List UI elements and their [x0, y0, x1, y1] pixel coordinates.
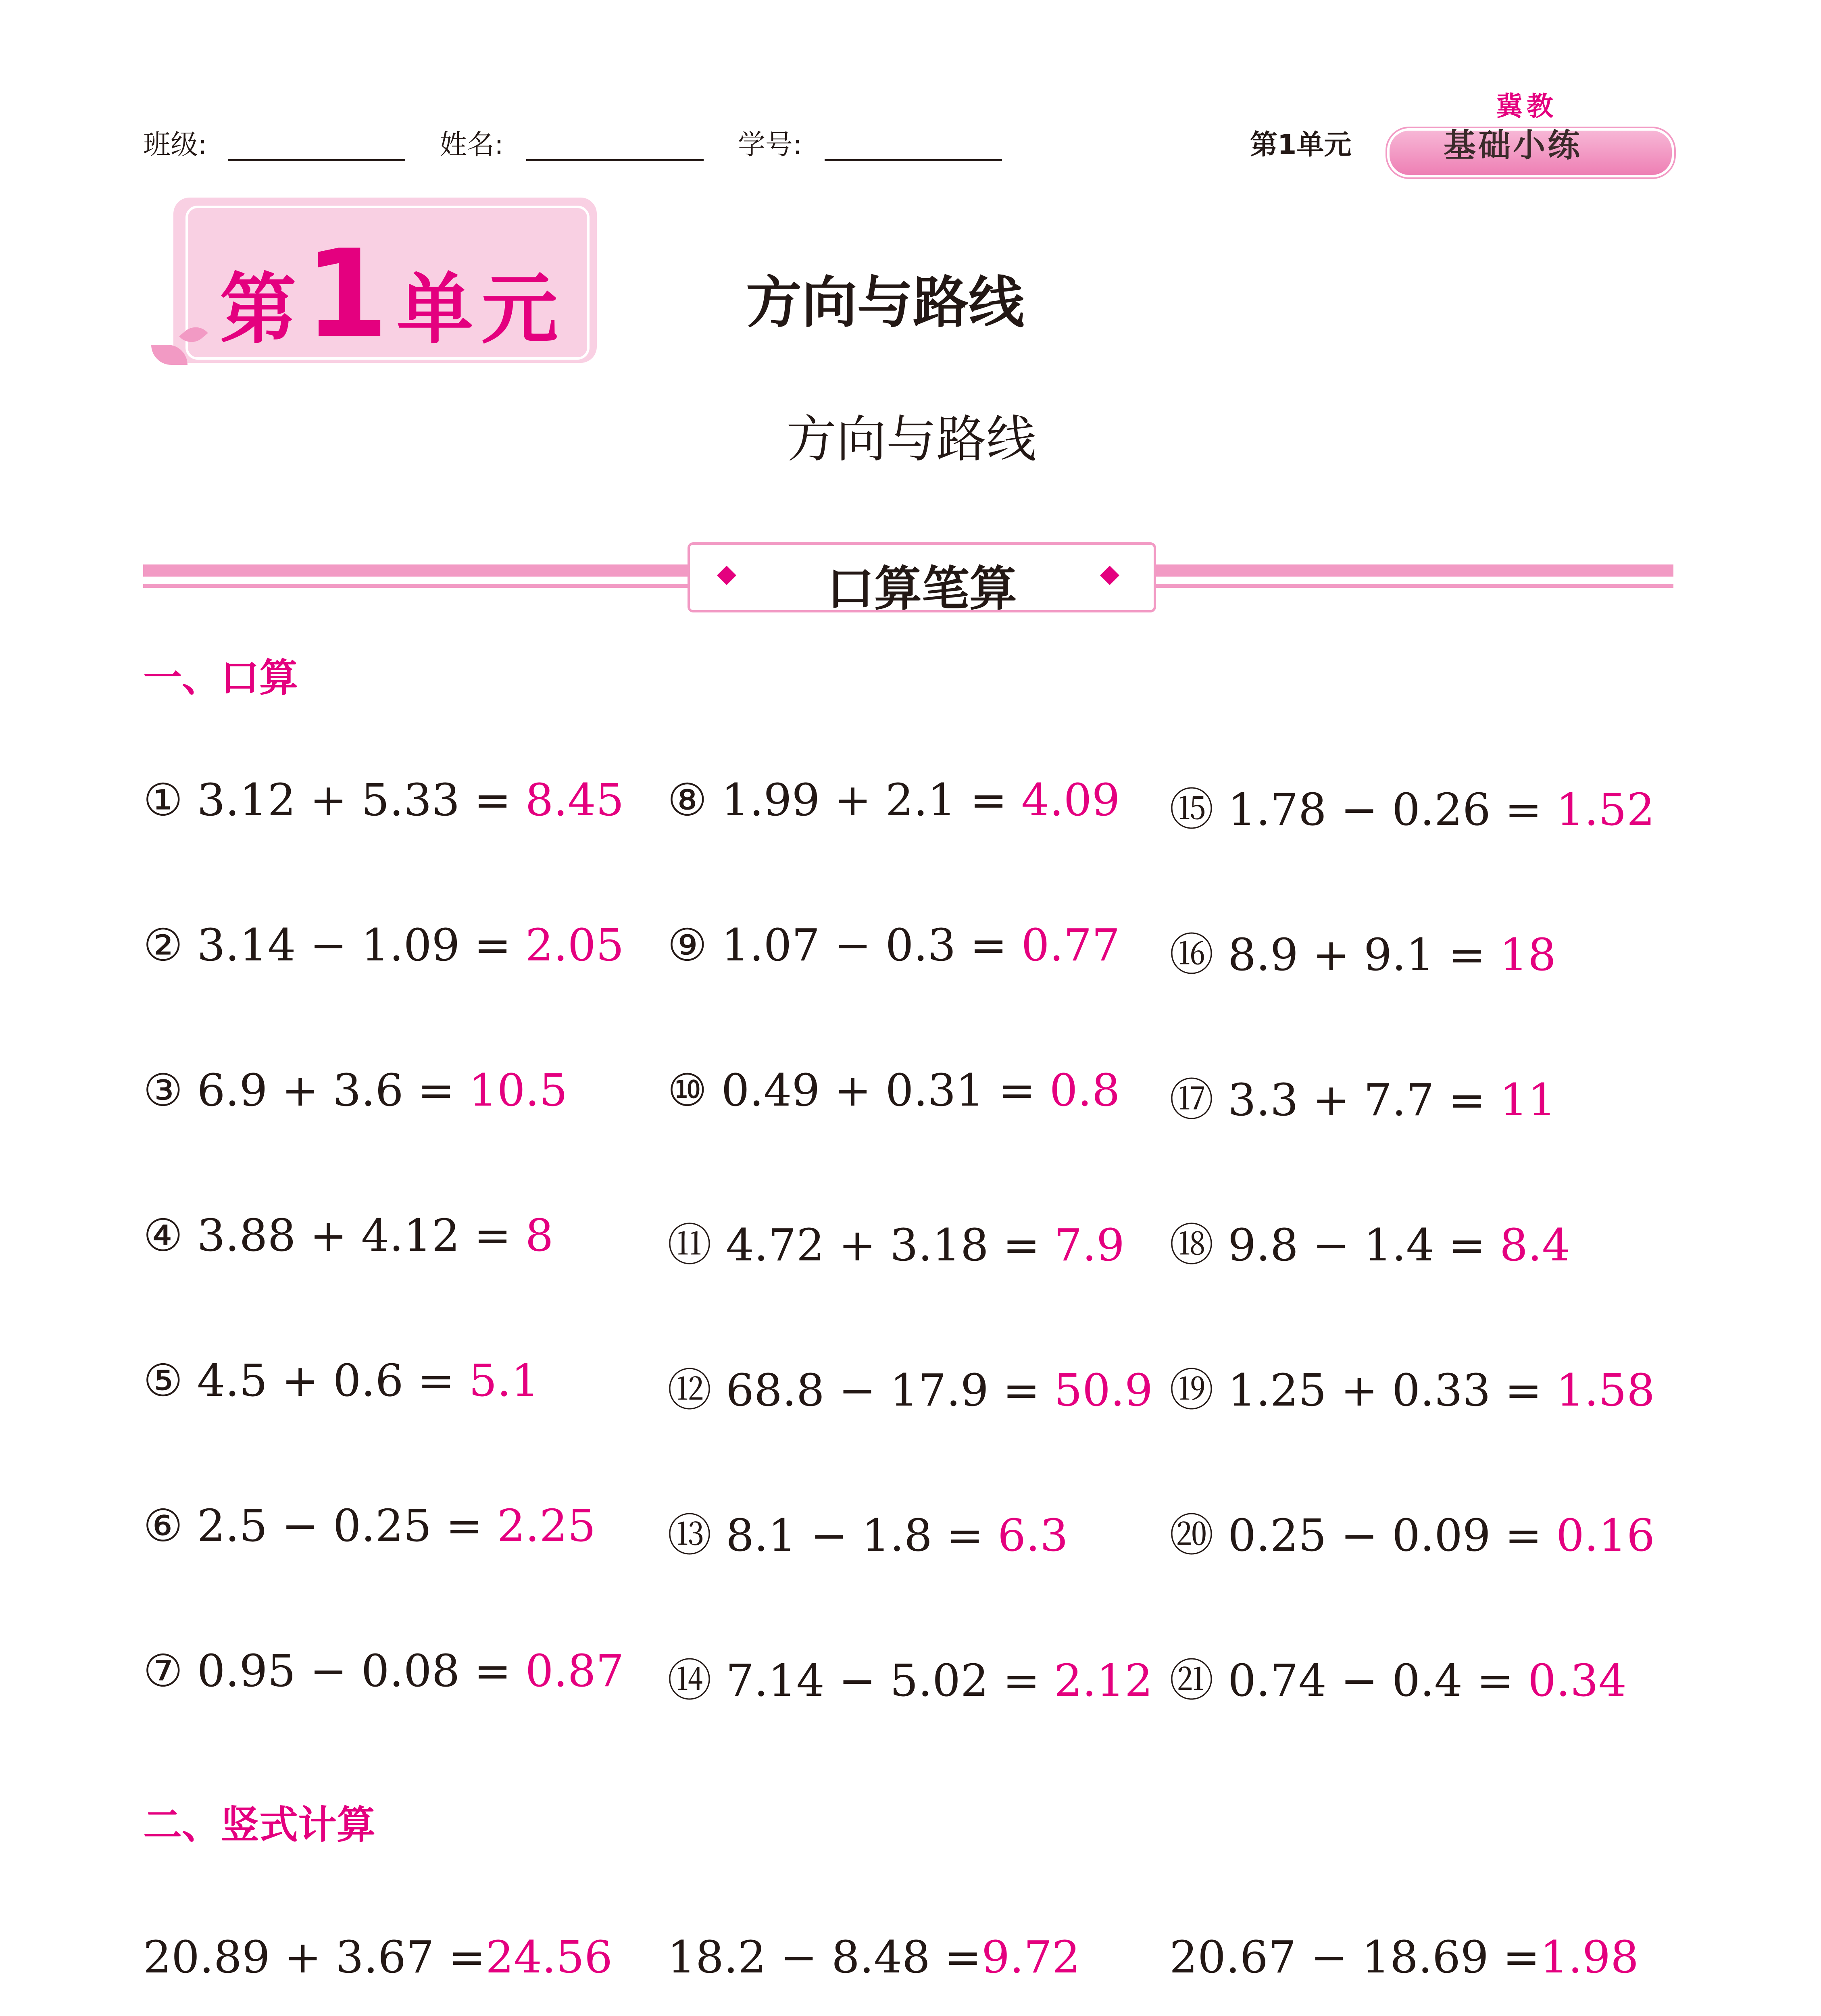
vertical-problem	[1169, 1931, 1639, 1983]
problem-answer: 1.58	[1556, 1364, 1655, 1416]
problem-answer: 6.3	[998, 1510, 1068, 1561]
problem-expression: 68.8 − 17.9 =	[725, 1364, 1040, 1416]
problem-answer: 7.9	[1054, 1219, 1125, 1271]
mental-problem	[1169, 1355, 1655, 1418]
problem-answer: 9.72	[981, 1931, 1080, 1983]
problem-expression: 18.2 − 8.48 =	[667, 1931, 982, 1983]
problem-label: ⑱	[1169, 1219, 1214, 1271]
vertical-problem	[143, 1931, 613, 1983]
problem-answer: 2.25	[497, 1500, 596, 1552]
problem-expression: 4.72 + 3.18 =	[725, 1219, 1040, 1271]
problem-expression: 3.3 + 7.7 =	[1227, 1074, 1486, 1126]
problem-expression: 1.99 + 2.1 =	[721, 774, 1007, 826]
problem-answer: 18	[1500, 929, 1556, 981]
problem-label: ⑪	[667, 1219, 712, 1271]
problem-label: ⑲	[1169, 1364, 1214, 1416]
problem-label: ①	[143, 774, 183, 826]
problem-answer: 0.8	[1049, 1064, 1120, 1116]
vertical-problem	[667, 1931, 1080, 1983]
section-heading-mental: 一、口算	[143, 655, 298, 700]
problem-answer: 0.16	[1556, 1510, 1655, 1561]
mental-problem	[143, 1500, 596, 1552]
student-id-label: 学号:	[738, 129, 802, 161]
problem-label: ⑯	[1169, 929, 1214, 981]
mental-problem	[667, 774, 1120, 826]
mental-problem	[667, 1064, 1120, 1116]
page-title: 方向与路线	[746, 270, 1025, 335]
section-banner-title: 口算笔算	[826, 561, 1017, 616]
mental-problem	[667, 1210, 1125, 1273]
mental-problem	[667, 1355, 1153, 1418]
problem-label: ⑮	[1169, 784, 1214, 835]
problem-label: ㉑	[1169, 1655, 1214, 1706]
problem-expression: 6.9 + 3.6 =	[197, 1064, 455, 1116]
problem-label: ⑧	[667, 774, 707, 826]
problem-answer: 0.34	[1528, 1655, 1627, 1706]
problem-expression: 8.1 − 1.8 =	[725, 1510, 984, 1561]
problem-answer: 5.1	[469, 1355, 540, 1406]
unit-badge-text	[220, 224, 566, 364]
problem-answer: 8.45	[525, 774, 624, 826]
mental-problem	[1169, 1210, 1570, 1273]
problem-answer: 2.05	[525, 919, 624, 971]
problem-answer: 10.5	[469, 1064, 568, 1116]
brand-publisher: 冀教	[1496, 91, 1557, 122]
unit-tag: 第1单元	[1250, 129, 1352, 161]
mental-problem	[667, 1645, 1153, 1709]
mental-problem	[1169, 1645, 1627, 1709]
problem-expression: 3.88 + 4.12 =	[197, 1210, 511, 1261]
problem-expression: 7.14 − 5.02 =	[725, 1655, 1040, 1706]
problem-label: ⑬	[667, 1510, 712, 1561]
mental-problem	[667, 1500, 1068, 1564]
brand-name: 基础小练	[1444, 127, 1582, 164]
problem-label: ⑥	[143, 1500, 183, 1552]
problem-label: ③	[143, 1064, 183, 1116]
problem-answer: 2.12	[1054, 1655, 1153, 1706]
mental-problem	[1169, 1500, 1655, 1564]
problem-label: ⑳	[1169, 1510, 1214, 1561]
problem-answer: 1.52	[1556, 784, 1655, 835]
page-subtitle: 方向与路线	[786, 410, 1037, 469]
problem-expression: 9.8 − 1.4 =	[1227, 1219, 1486, 1271]
problem-expression: 2.5 − 0.25 =	[197, 1500, 483, 1552]
problem-expression: 20.67 − 18.69 =	[1169, 1931, 1540, 1983]
problem-label: ⑭	[667, 1655, 712, 1706]
problem-answer: 1.98	[1540, 1931, 1639, 1983]
problem-expression: 1.07 − 0.3 =	[721, 919, 1007, 971]
problem-expression: 20.89 + 3.67 =	[143, 1931, 486, 1983]
mental-problem	[1169, 774, 1655, 838]
name-label: 姓名:	[440, 129, 504, 161]
problem-expression: 0.95 − 0.08 =	[197, 1645, 511, 1697]
problem-label: ⑨	[667, 919, 707, 971]
problem-answer: 24.56	[485, 1931, 613, 1983]
problem-answer: 50.9	[1054, 1364, 1153, 1416]
problem-label: ⑩	[667, 1064, 707, 1116]
problem-expression: 1.78 − 0.26 =	[1227, 784, 1542, 835]
problem-expression: 3.12 + 5.33 =	[197, 774, 511, 826]
problem-label: ②	[143, 919, 183, 971]
mental-problem	[143, 919, 624, 971]
problem-label: ⑫	[667, 1364, 712, 1416]
mental-problem	[143, 1355, 540, 1406]
section-heading-vertical: 二、竖式计算	[143, 1802, 375, 1847]
problem-answer: 11	[1500, 1074, 1556, 1126]
problem-label: ⑤	[143, 1355, 183, 1406]
problem-answer: 8	[525, 1210, 554, 1261]
problem-expression: 0.25 − 0.09 =	[1227, 1510, 1542, 1561]
mental-problem	[1169, 919, 1556, 983]
problem-label: ⑦	[143, 1645, 183, 1697]
unit-badge-prefix: 第	[220, 265, 305, 354]
student-id-field[interactable]	[825, 159, 1002, 161]
mental-problem	[143, 1645, 624, 1697]
mental-problem	[143, 1064, 568, 1116]
mental-problem	[143, 774, 624, 826]
problem-expression: 3.14 − 1.09 =	[197, 919, 511, 971]
unit-badge-suffix: 单元	[396, 265, 566, 354]
problem-expression: 0.74 − 0.4 =	[1227, 1655, 1514, 1706]
problem-expression: 0.49 + 0.31 =	[721, 1064, 1036, 1116]
problem-answer: 8.4	[1500, 1219, 1570, 1271]
mental-problem	[667, 919, 1120, 971]
mental-problem	[1169, 1064, 1556, 1128]
problem-expression: 1.25 + 0.33 =	[1227, 1364, 1542, 1416]
unit-badge-number: 1	[304, 224, 397, 364]
problem-answer: 0.77	[1021, 919, 1120, 971]
problem-answer: 4.09	[1021, 774, 1120, 826]
problem-label: ⑰	[1169, 1074, 1214, 1126]
name-field[interactable]	[526, 159, 704, 161]
class-label: 班级:	[143, 129, 207, 161]
mental-problem	[143, 1210, 554, 1261]
problem-answer: 0.87	[525, 1645, 624, 1697]
class-field[interactable]	[228, 159, 405, 161]
problem-expression: 4.5 + 0.6 =	[197, 1355, 455, 1406]
problem-expression: 8.9 + 9.1 =	[1227, 929, 1486, 981]
problem-label: ④	[143, 1210, 183, 1261]
